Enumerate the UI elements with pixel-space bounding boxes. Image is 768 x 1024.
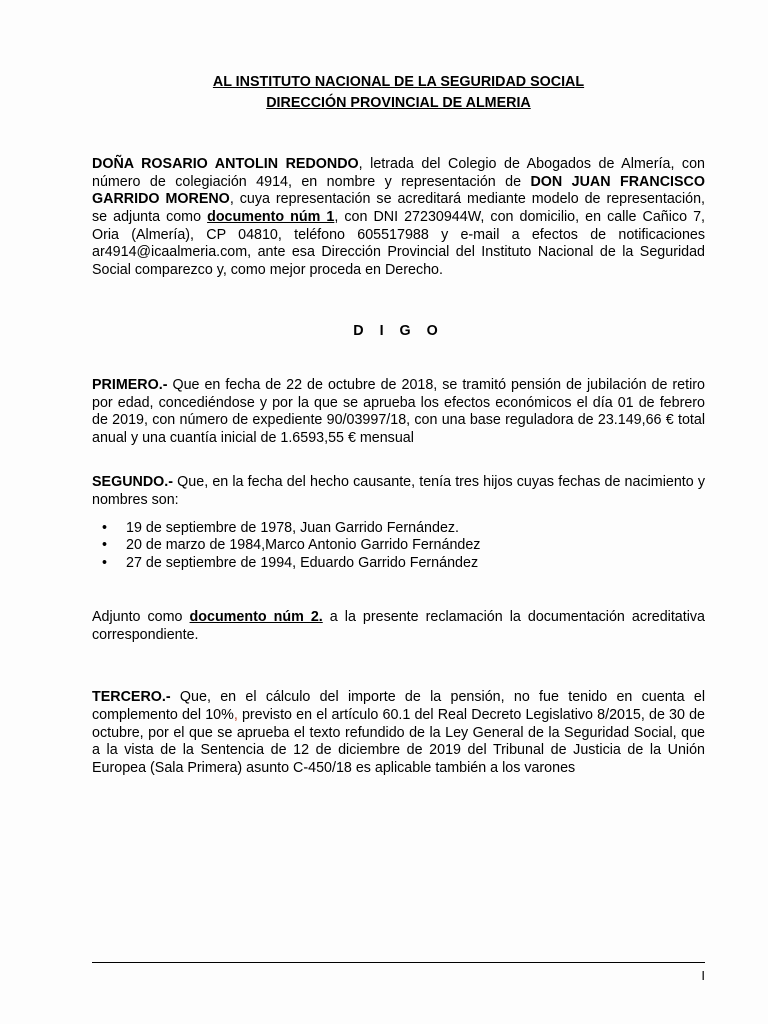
footer-divider <box>92 962 705 963</box>
primero-label: PRIMERO.- <box>92 376 168 393</box>
segundo-paragraph <box>92 474 705 509</box>
tercero-label: TERCERO.- <box>92 689 171 706</box>
adjunto-paragraph <box>92 609 705 644</box>
primero-text: Que en fecha de 22 de octubre de 2018, se tramitó pensión de jubilación de retiro por edad, concediéndose y por la que se aprueba los efectos económicos el día 01 de febrero de 2019, con número de expediente 90/03997/18, con una base reguladora de 23.149,66 € total anual y una cuantía inicial de 1.6593,55 € mensual <box>92 376 705 446</box>
tercero-paragraph <box>92 689 705 777</box>
addressee-heading: AL INSTITUTO NACIONAL DE LA SEGURIDAD SOCIAL <box>212 74 585 90</box>
intro-text-2: , cuya representación se acreditará mediante modelo de representación, se adjunta como <box>92 191 706 225</box>
adjunto-text-2: a la presente reclamación la documentación acreditativa correspondiente. <box>92 609 705 643</box>
list-item: • 27 de septiembre de 1994, Eduardo Garrido Fernández <box>126 555 705 573</box>
lawyer-name: DOÑA ROSARIO ANTOLIN REDONDO <box>92 156 359 173</box>
tercero-text-2: previsto en el artículo 60.1 del Real Decreto Legislativo 8/2015, de 30 de octubre, por el que se aprueba el texto refundido de la Ley General de la Seguridad Social, que a la vista de la Sentencia de 12 de diciembre de 2019 del Tribunal de Justicia de la Unión Europea (Sala Primera) asunto C-450/18 es aplicable también a los varones <box>92 707 705 776</box>
page-number: I <box>701 968 705 983</box>
primero-paragraph <box>92 377 705 447</box>
document-2-ref: documento núm 2. <box>189 609 323 626</box>
list-item: • 20 de marzo de 1984,Marco Antonio Garrido Fernández <box>126 537 705 555</box>
segundo-label: SEGUNDO.- <box>92 474 174 491</box>
document-body <box>92 74 705 777</box>
tercero-text-1: Que, en el cálculo del importe de la pensión, no fue tenido en cuenta el complemento del 10% <box>92 689 705 724</box>
tercero-comma: , <box>233 707 238 724</box>
client-name: DON JUAN FRANCISCO GARRIDO MORENO <box>92 173 705 208</box>
children-list <box>92 520 705 573</box>
list-item: • 19 de septiembre de 1978, Juan Garrido Fernández. <box>126 520 705 538</box>
digo-heading: D I G O <box>353 323 444 340</box>
segundo-text: Que, en la fecha del hecho causante, tenía tres hijos cuyas fechas de nacimiento y nombres son: <box>92 474 705 508</box>
province-heading: DIRECCIÓN PROVINCIAL DE ALMERIA <box>266 94 531 111</box>
adjunto-text-1: Adjunto como <box>92 609 190 626</box>
document-1-ref: documento núm 1 <box>207 208 335 225</box>
intro-text-1: , letrada del Colegio de Abogados de Almería, con número de colegiación 4914, en nombre y representación de <box>92 156 705 190</box>
intro-text-3: , con DNI 27230944W, con domicilio, en calle Cañico 7, Oria (Almería), CP 04810, teléfono 605517988 y e-mail a efectos de notificaciones ar4914@icaalmeria.com, ante esa Dirección Provincial del Instituto Nacional de la Seguridad Social comparezco y, como mejor proceda en Derecho. <box>92 208 705 278</box>
intro-paragraph <box>92 156 705 279</box>
